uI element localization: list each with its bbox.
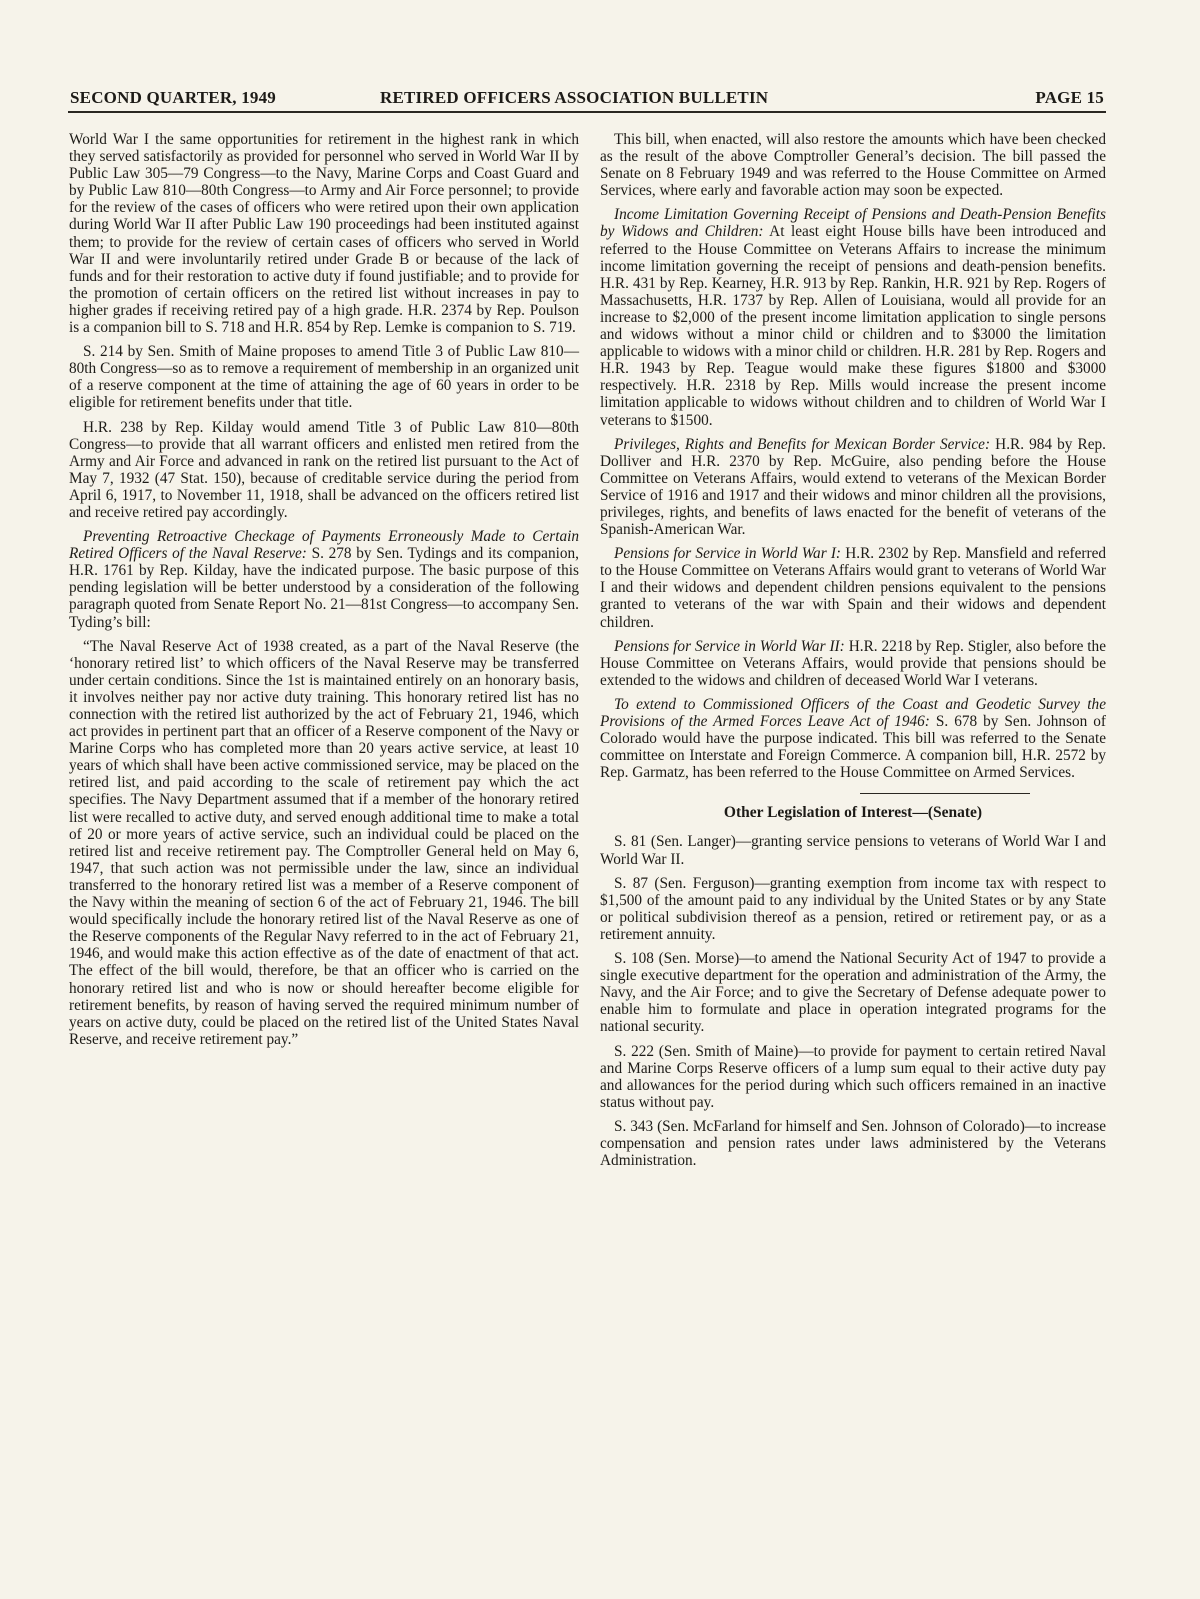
section-title: Other Legislation of Interest—(Senate) (723, 804, 983, 822)
paragraph (600, 696, 1106, 781)
legislation-item: S. 343 (Sen. McFarland for himself and Sen. Johnson of Colorado)—to increase compensation and pension rates under laws administered by the Veterans Administration. (600, 1117, 1106, 1170)
paragraph-heading: Pensions for Service in World War II: (614, 637, 845, 655)
page-number: PAGE 15 (1035, 88, 1104, 107)
paragraph: This bill, when enacted, will also restore the amounts which have been checked as the result of the above Comptroller General’s decision. The bill passed the Senate on 8 February 1949 and was referred to the House Committee on Armed Services, where early and favorable action may soon be expected. (600, 131, 1106, 200)
page-header (68, 86, 1106, 112)
paragraph-body: S. 278 by Sen. Tydings and its companion, H.R. 1761 by Rep. Kilday, have the indicated purpose. The basic purpose of this pending legislation will be better understood by a consideration of the following paragraph quoted from Senate Report No. 21—81st Congress—to accompany Sen. Tyding’s bill: (69, 545, 579, 631)
quoted-paragraph: “The Naval Reserve Act of 1938 created, as a part of the Naval Reserve (the ‘honorary retired list’ to which officers of the Naval Reserve may be transferred under certain conditions. Since the 1st is maintained entirely on an honorary basis, it involves neither pay nor active duty training. This honorary retired list has no connection with the retired list authorized by the act of February 21, 1946, which act provides in pertinent part that an officer of a Reserve component of the Navy or Marine Corps who has completed more than 20 years active service, at least 10 years of which shall have been active commissioned service, may be placed on the retired list, and paid according to the scale of retirement pay which the act specifies. The Navy Department assumed that if a member of the honorary retired list were recalled to active duty, and served enough additional time to make a total of 20 or more years of active service, such an individual could be placed on the retired list and receive retirement pay. The Comptroller General held on May 6, 1947, that such action was not permissible under the law, since an individual transferred to the honorary retired list was a member of a Reserve component of the Navy within the meaning of section 6 of the act of February 21, 1946. The bill would specifically include the honorary retired list of the Naval Reserve as one of the Reserve components of the Regular Navy referred to in the act of February 21, 1946, and would make this action effective as of the date of enactment of that act. The effect of the bill would, therefore, be that an officer who is carried on the honorary retired list and who is now or should hereafter become eligible for retirement benefits, by reason of having served the required minimum number of years on active duty, could be placed on the retired list of the United States Naval Reserve, and receive retirement pay.” (69, 637, 579, 1048)
legislation-item: S. 108 (Sen. Morse)—to amend the National Security Act of 1947 to provide a single executive department for the operation and administration of the Army, the Navy, and the Air Force; and to give the Secretary of Defense adequate power to enable him to formulate and place in operation integrated programs for the national security. (600, 950, 1106, 1036)
paragraph-heading: To extend to Commissioned Officers of the Coast and Geodetic Survey the Provisions of the Armed Forces Leave Act of 1946: (600, 695, 1106, 730)
paragraph-body: S. 678 by Sen. Johnson of Colorado would have the purpose indicated. This bill was referred to the Senate committee on Interstate and Foreign Commerce. A companion bill, H.R. 2572 by Rep. Garmatz, has been referred to the House Committee on Armed Services. (600, 713, 1107, 782)
legislation-item: S. 87 (Sen. Ferguson)—granting exemption from income tax with respect to $1,500 of the amount paid to any individual by the United States or by any State or political subdivision thereof as a pension, retired or retirement pay, or as a retirement annuity. (600, 874, 1106, 943)
paragraph-body: H.R. 2302 by Rep. Mansfield and referred to the House Committee on Veterans Affairs would grant to veterans of World War I and their widows and dependent children pensions equivalent to the pensions granted to veterans of the war with Spain and their widows and dependent children. (600, 545, 1107, 631)
paragraph-heading: Pensions for Service in World War I: (614, 545, 842, 563)
paragraph (600, 436, 1106, 539)
right-column (600, 131, 1106, 1176)
left-column (69, 131, 579, 1055)
paragraph: H.R. 238 by Rep. Kilday would amend Title 3 of Public Law 810—80th Congress—to provide that all warrant officers and enlisted men retired from the Army and Air Force and advanced in rank on the retired list pursuant to the Act of May 7, 1932 (47 Stat. 150), because of creditable service during the period from April 6, 1917, to November 11, 1918, shall be advanced on the officers retired list and receive retired pay accordingly. (69, 418, 579, 521)
legislation-item: S. 81 (Sen. Langer)—granting service pensions to veterans of World War I and World War II. (600, 833, 1106, 868)
paragraph (600, 545, 1106, 630)
header-rule (68, 111, 1106, 113)
paragraph: World War I the same opportunities for retirement in the highest rank in which they served satisfactorily as provided for personnel who served in World War II by Public Law 305—79 Congress—to the Navy, Marine Corps and Coast Guard and by Public Law 810—80th Congress—to Army and Air Force personnel; to provide for the review of the cases of officers who were retired upon their own application during World War II after Public Law 190 proceedings had been instituted against them; to provide for the review of certain cases of officers who served in World War II and were involuntarily retired under Grade B or because of the lack of funds and for their restoration to active duty if found justifiable; and to provide for the promotion of certain officers on the retired list without increases in pay to higher grades if receiving retired pay of a high grade. H.R. 2374 by Rep. Poulson is a companion bill to S. 718 and H.R. 854 by Rep. Lemke is companion to S. 719. (69, 131, 579, 337)
legislation-item: S. 222 (Sen. Smith of Maine)—to provide for payment to certain retired Naval and Marine Corps Reserve officers of a lump sum equal to their active duty pay and allowances for the period during which such officers remained in an inactive status without pay. (600, 1042, 1106, 1111)
paragraph (600, 206, 1106, 428)
paragraph: S. 214 by Sen. Smith of Maine proposes to amend Title 3 of Public Law 810—80th Congress—so as to remove a requirement of membership in an organized unit of a reserve component at the time of attaining the age of 60 years in order to be eligible for retirement benefits under that title. (69, 343, 579, 412)
publication-title: RETIRED OFFICERS ASSOCIATION BULLETIN (380, 88, 769, 107)
paragraph (69, 528, 579, 631)
section-divider (860, 793, 1030, 794)
paragraph-body: H.R. 984 by Rep. Dolliver and H.R. 2370 by Rep. McGuire, also pending before the House Committee on Veterans Affairs, would extend to veterans of the Mexican Border Service of 1916 and 1917 and their widows and minor children all the provisions, privileges, rights, and benefits of laws enacted for the benefit of veterans of the Spanish-American War. (600, 435, 1106, 539)
paragraph-body: At least eight House bills have been introduced and referred to the House Committee on Veterans Affairs to increase the minimum income limitation governing the receipt of pensions and death-pension benefits. H.R. 431 by Rep. Kearney, H.R. 913 by Rep. Rankin, H.R. 921 by Rep. Rogers of Massachusetts, H.R. 1737 by Rep. Allen of Louisiana, would all provide for an increase to $2,000 of the present income limitation application to single persons and widows without a minor child or children and to $3000 the limitation applicable to widows with a minor child or children. H.R. 281 by Rep. Rogers and H.R. 1943 by Rep. Teague would make these figures $1800 and $3000 respectively. H.R. 2318 by Rep. Mills would increase the present income limitation applicable to widows without children and to children of World War I veterans to $1500. (600, 223, 1106, 429)
paragraph-heading: Preventing Retroactive Checkage of Payments Erroneously Made to Certain Retired Officers of the Naval Reserve: (69, 528, 579, 563)
paragraph-heading: Privileges, Rights and Benefits for Mexican Border Service: (614, 435, 991, 453)
paragraph-body: H.R. 2218 by Rep. Stigler, also before the House Committee on Veterans Affairs, would provide that pensions should be extended to the widows and children of deceased World War I veterans. (600, 637, 1106, 689)
paragraph-heading: Income Limitation Governing Receipt of Pensions and Death-Pension Benefits by Widows and Children: (600, 206, 1106, 241)
paragraph (600, 638, 1106, 689)
issue-date: SECOND QUARTER, 1949 (70, 88, 277, 107)
